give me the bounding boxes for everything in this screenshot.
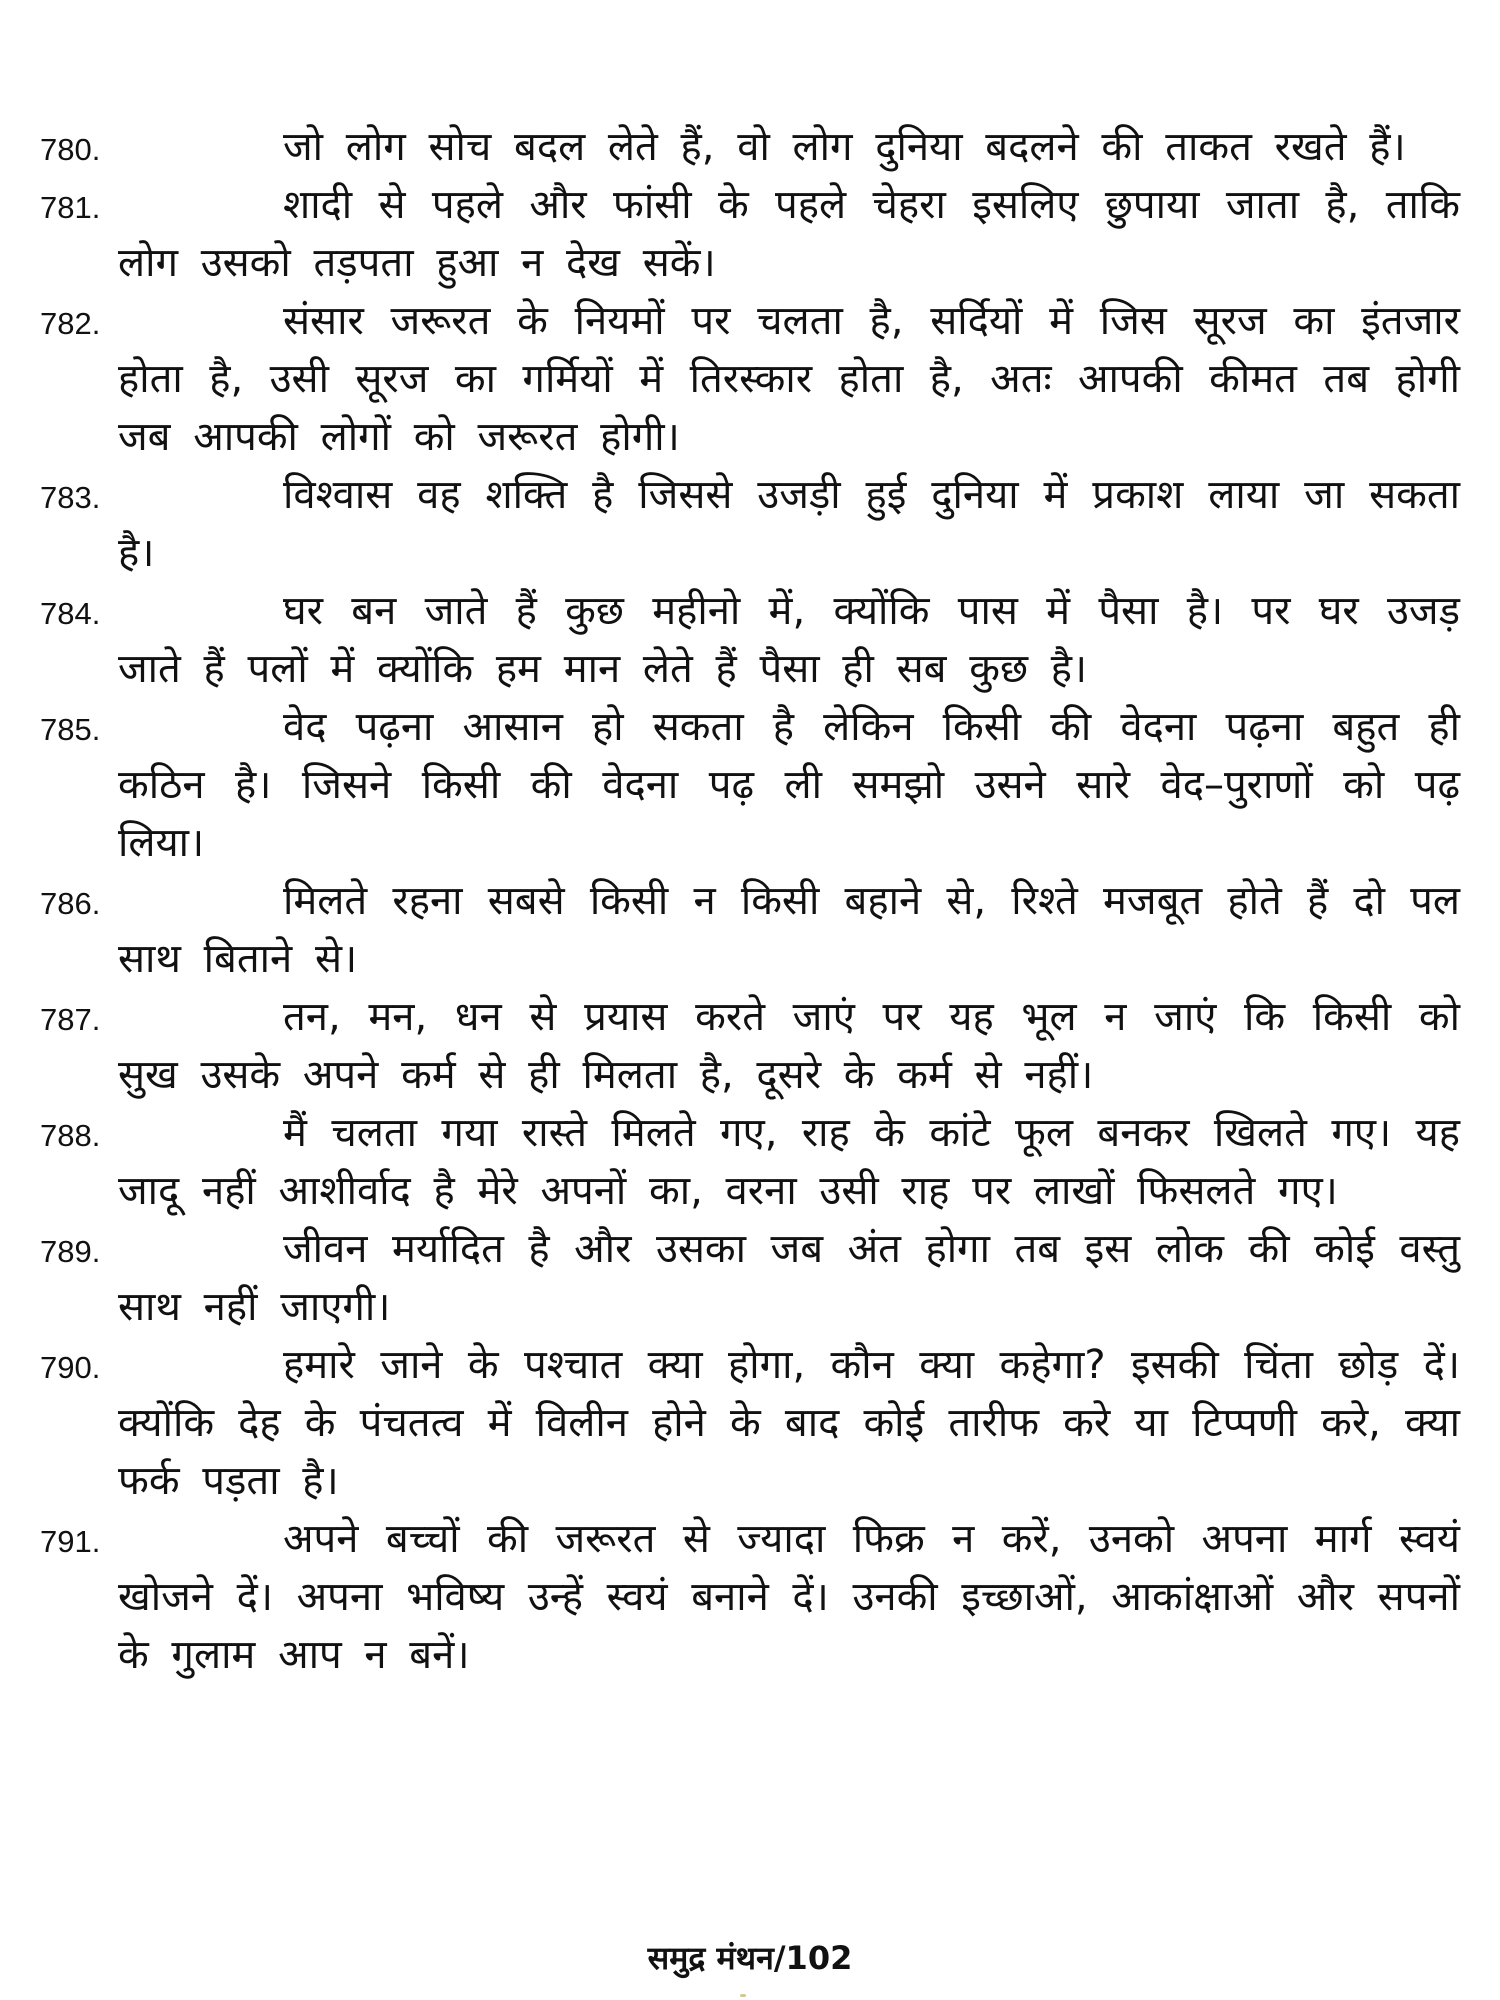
quote-entry-780 [0, 118, 1500, 176]
quote-text: वेद पढ़ना आसान हो सकता है लेकिन किसी की वेदना पढ़ना बहुत ही कठिन है। जिसने किसी की वेदना पढ़ ली समझो उसने सारे वेद–पुराणों को पढ़ लिया। [118, 704, 1460, 866]
quote-number: 788. [40, 1118, 101, 1153]
quote-entry-786 [0, 872, 1500, 988]
quote-list [0, 118, 1500, 1684]
quote-number: 783. [40, 480, 101, 515]
quote-entry-782 [0, 292, 1500, 466]
quote-text: मिलते रहना सबसे किसी न किसी बहाने से, रिश्ते मजबूत होते हैं दो पल साथ बिताने से। [118, 878, 1460, 982]
quote-text: हमारे जाने के पश्चात क्या होगा, कौन क्या कहेगा? इसकी चिंता छोड़ दें। क्योंकि देह के पंचतत्व में विलीन होने के बाद कोई तारीफ करे या टिप्पणी करे, क्या फर्क पड़ता है। [118, 1342, 1460, 1504]
quote-entry-787 [0, 988, 1500, 1104]
quote-entry-790 [0, 1336, 1500, 1510]
quote-number: 785. [40, 712, 101, 747]
quote-number: 782. [40, 306, 101, 341]
quote-number: 786. [40, 886, 101, 921]
quote-entry-783 [0, 466, 1500, 582]
quote-text: जीवन मर्यादित है और उसका जब अंत होगा तब इस लोक की कोई वस्तु साथ नहीं जाएगी। [118, 1226, 1460, 1330]
quote-text: अपने बच्चों की जरूरत से ज्यादा फिक्र न करें, उनको अपना मार्ग स्वयं खोजने दें। अपना भविष्य उन्हें स्वयं बनाने दें। उनकी इच्छाओं, आकांक्षाओं और सपनों के गुलाम आप न बनें। [118, 1516, 1460, 1678]
page-footer: समुद्र मंथन/102 [647, 1939, 853, 1977]
quote-text: संसार जरूरत के नियमों पर चलता है, सर्दियों में जिस सूरज का इंतजार होता है, उसी सूरज का गर्मियों में तिरस्कार होता है, अतः आपकी कीमत तब होगी जब आपकी लोगों को जरूरत होगी। [118, 298, 1460, 460]
quote-text: विश्वास वह शक्ति है जिससे उजड़ी हुई दुनिया में प्रकाश लाया जा सकता है। [118, 472, 1460, 576]
quote-entry-791 [0, 1510, 1500, 1684]
quote-entry-784 [0, 582, 1500, 698]
quote-entry-785 [0, 698, 1500, 872]
quote-text: मैं चलता गया रास्ते मिलते गए, राह के कांटे फूल बनकर खिलते गए। यह जादू नहीं आशीर्वाद है मेरे अपनों का, वरना उसी राह पर लाखों फिसलते गए। [118, 1110, 1460, 1214]
quote-number: 784. [40, 596, 101, 631]
quote-number: 789. [40, 1234, 101, 1269]
quote-text: घर बन जाते हैं कुछ महीनो में, क्योंकि पास में पैसा है। पर घर उजड़ जाते हैं पलों में क्योंकि हम मान लेते हैं पैसा ही सब कुछ है। [118, 588, 1460, 692]
quote-number: 791. [40, 1524, 101, 1559]
quote-text: शादी से पहले और फांसी के पहले चेहरा इसलिए छुपाया जाता है, ताकि लोग उसको तड़पता हुआ न देख सकें। [118, 182, 1460, 286]
scan-speck [740, 1994, 746, 1997]
quote-text: तन, मन, धन से प्रयास करते जाएं पर यह भूल न जाएं कि किसी को सुख उसके अपने कर्म से ही मिलता है, दूसरे के कर्म से नहीं। [118, 994, 1460, 1098]
quote-number: 787. [40, 1002, 101, 1037]
quote-entry-788 [0, 1104, 1500, 1220]
quote-number: 780. [40, 132, 101, 167]
quote-number: 790. [40, 1350, 101, 1385]
quote-entry-781 [0, 176, 1500, 292]
quote-text: जो लोग सोच बदल लेते हैं, वो लोग दुनिया बदलने की ताकत रखते हैं। [283, 124, 1406, 170]
quote-entry-789 [0, 1220, 1500, 1336]
quote-number: 781. [40, 190, 101, 225]
